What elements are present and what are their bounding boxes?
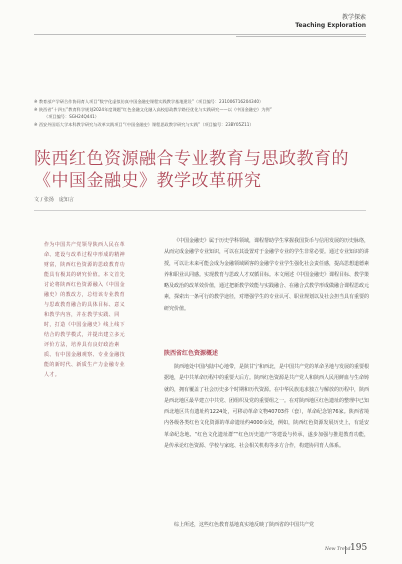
title-line-2: 《中国金融史》教学改革研究 [34, 171, 262, 191]
body-paragraph-1: 《中国金融史》属于历史学科领域，课程帮助学生掌握我国货币与信用发展的历史脉络，从而完成金融学专业知识，可以在其设置对于金融学专业的学生非常必要。通过专业知识的讲授，可以让未来可能会成为金融领域顾客的金融学专业学生强化社会责任感，提高思想道德素养和职业认同感。实现教育与思政人才双循目标。本文阐述《中国金融史》课程目标、教学策略及政治的改革效价值，通过把新教学效能与实践融合、在融合式教学形成做融合课程思政元素，探索出一条可行的教学途径，对增强学生的专业认可、职业规划以及社会担当具有重要的研究价值。 [164, 238, 369, 312]
funding-note-3: （项目编号：SGH24Q441） [44, 114, 99, 119]
body-paragraph-3: 综上所述，这些红色教育基地真实地反映了陕西省的中国共产党 [174, 522, 315, 528]
column-name-en: Teaching Exploration [295, 22, 366, 29]
footer-divider [345, 546, 346, 554]
title-divider [34, 210, 366, 211]
column-name-cn: 教学探索 [341, 14, 366, 21]
abstract: 作为中国共产党领导陕西人民在革命、建设与改革过程中形成的精神财富，陕西红色资源的思政教育功能具有极其的研究价值。本文首先讨论将陕西红色资源融入《中国金融史》的教改方，总结该专业教育与思政教育融合的具体目标、意义和教学内容，并在教学实践、同时，打造《中国金融史》线上线下结合的教学模式，并提出建立多元评价方法，培养具有良好政治素质、有中国金融观察、专业金融技能的新时代、新质生产力金融专业人才。 [44, 242, 126, 378]
funding-note-2: ※ 陕西省“十四五”教育科学规划2024年度课题“红色金融文化融入高校思政教学路径优化与实践研究——以《中国金融史》为例” [34, 107, 272, 112]
funding-note-1: ※ 教育部产学研合作协同育人项目“数字化虚拟仿真中国金融史课程实践教学基地建设”（项目编号：231006716204340） [34, 99, 264, 104]
page-number: 195 [350, 543, 368, 553]
title-line-1: 陕西红色资源融合专业教育与思政教育的 [34, 149, 349, 169]
section-heading: 陕西省红色资源概述 [164, 350, 219, 357]
author-line: 文 / 张扬 庞知言 [34, 197, 74, 203]
header-rule-secondary [236, 36, 366, 37]
journal-name: New Trend [325, 547, 351, 552]
funding-note-4: ※ 西安外国语大学本科教学研究与改革实践项目“《中国金融史》课程思政教学研究与实践”（项目编号：23BY05Z11） [34, 122, 254, 127]
article-title [34, 148, 349, 192]
body-paragraph-2: 陕西地处中国内陆中心地带，是陕甘宁和西北，是中国共产党的革命圣地与发展的重要根据地，是中共革命历程中的重要大后方。陕西红色资源是共产党人和陕西人民用鲜血与生命铸就的，拥有覆盖了社会历史多个时期和历代资源。在中华民族追求独立与解放的历程中，陕西是西北地区最早建立中共党、团组织及党的重要组之一。在对陕西地区红色遗址的整理中已知西北地区共有遗址约1224处，可移动革命文物40703件（套），革命纪念馆76家。陕西省境内各级各类红色文化资源的革命遗址约4000余处，例如，陕西红色资源发展历史上，有延安革命纪念地、“红色文化遗址群”“红色历史遗产”等建设与传承，遂步加强与推进教育功能，是传承论红色资源、学校与家庭、社会相关机构等多方合作，构建协同育人体系。 [164, 364, 369, 450]
header-rule [34, 34, 366, 35]
